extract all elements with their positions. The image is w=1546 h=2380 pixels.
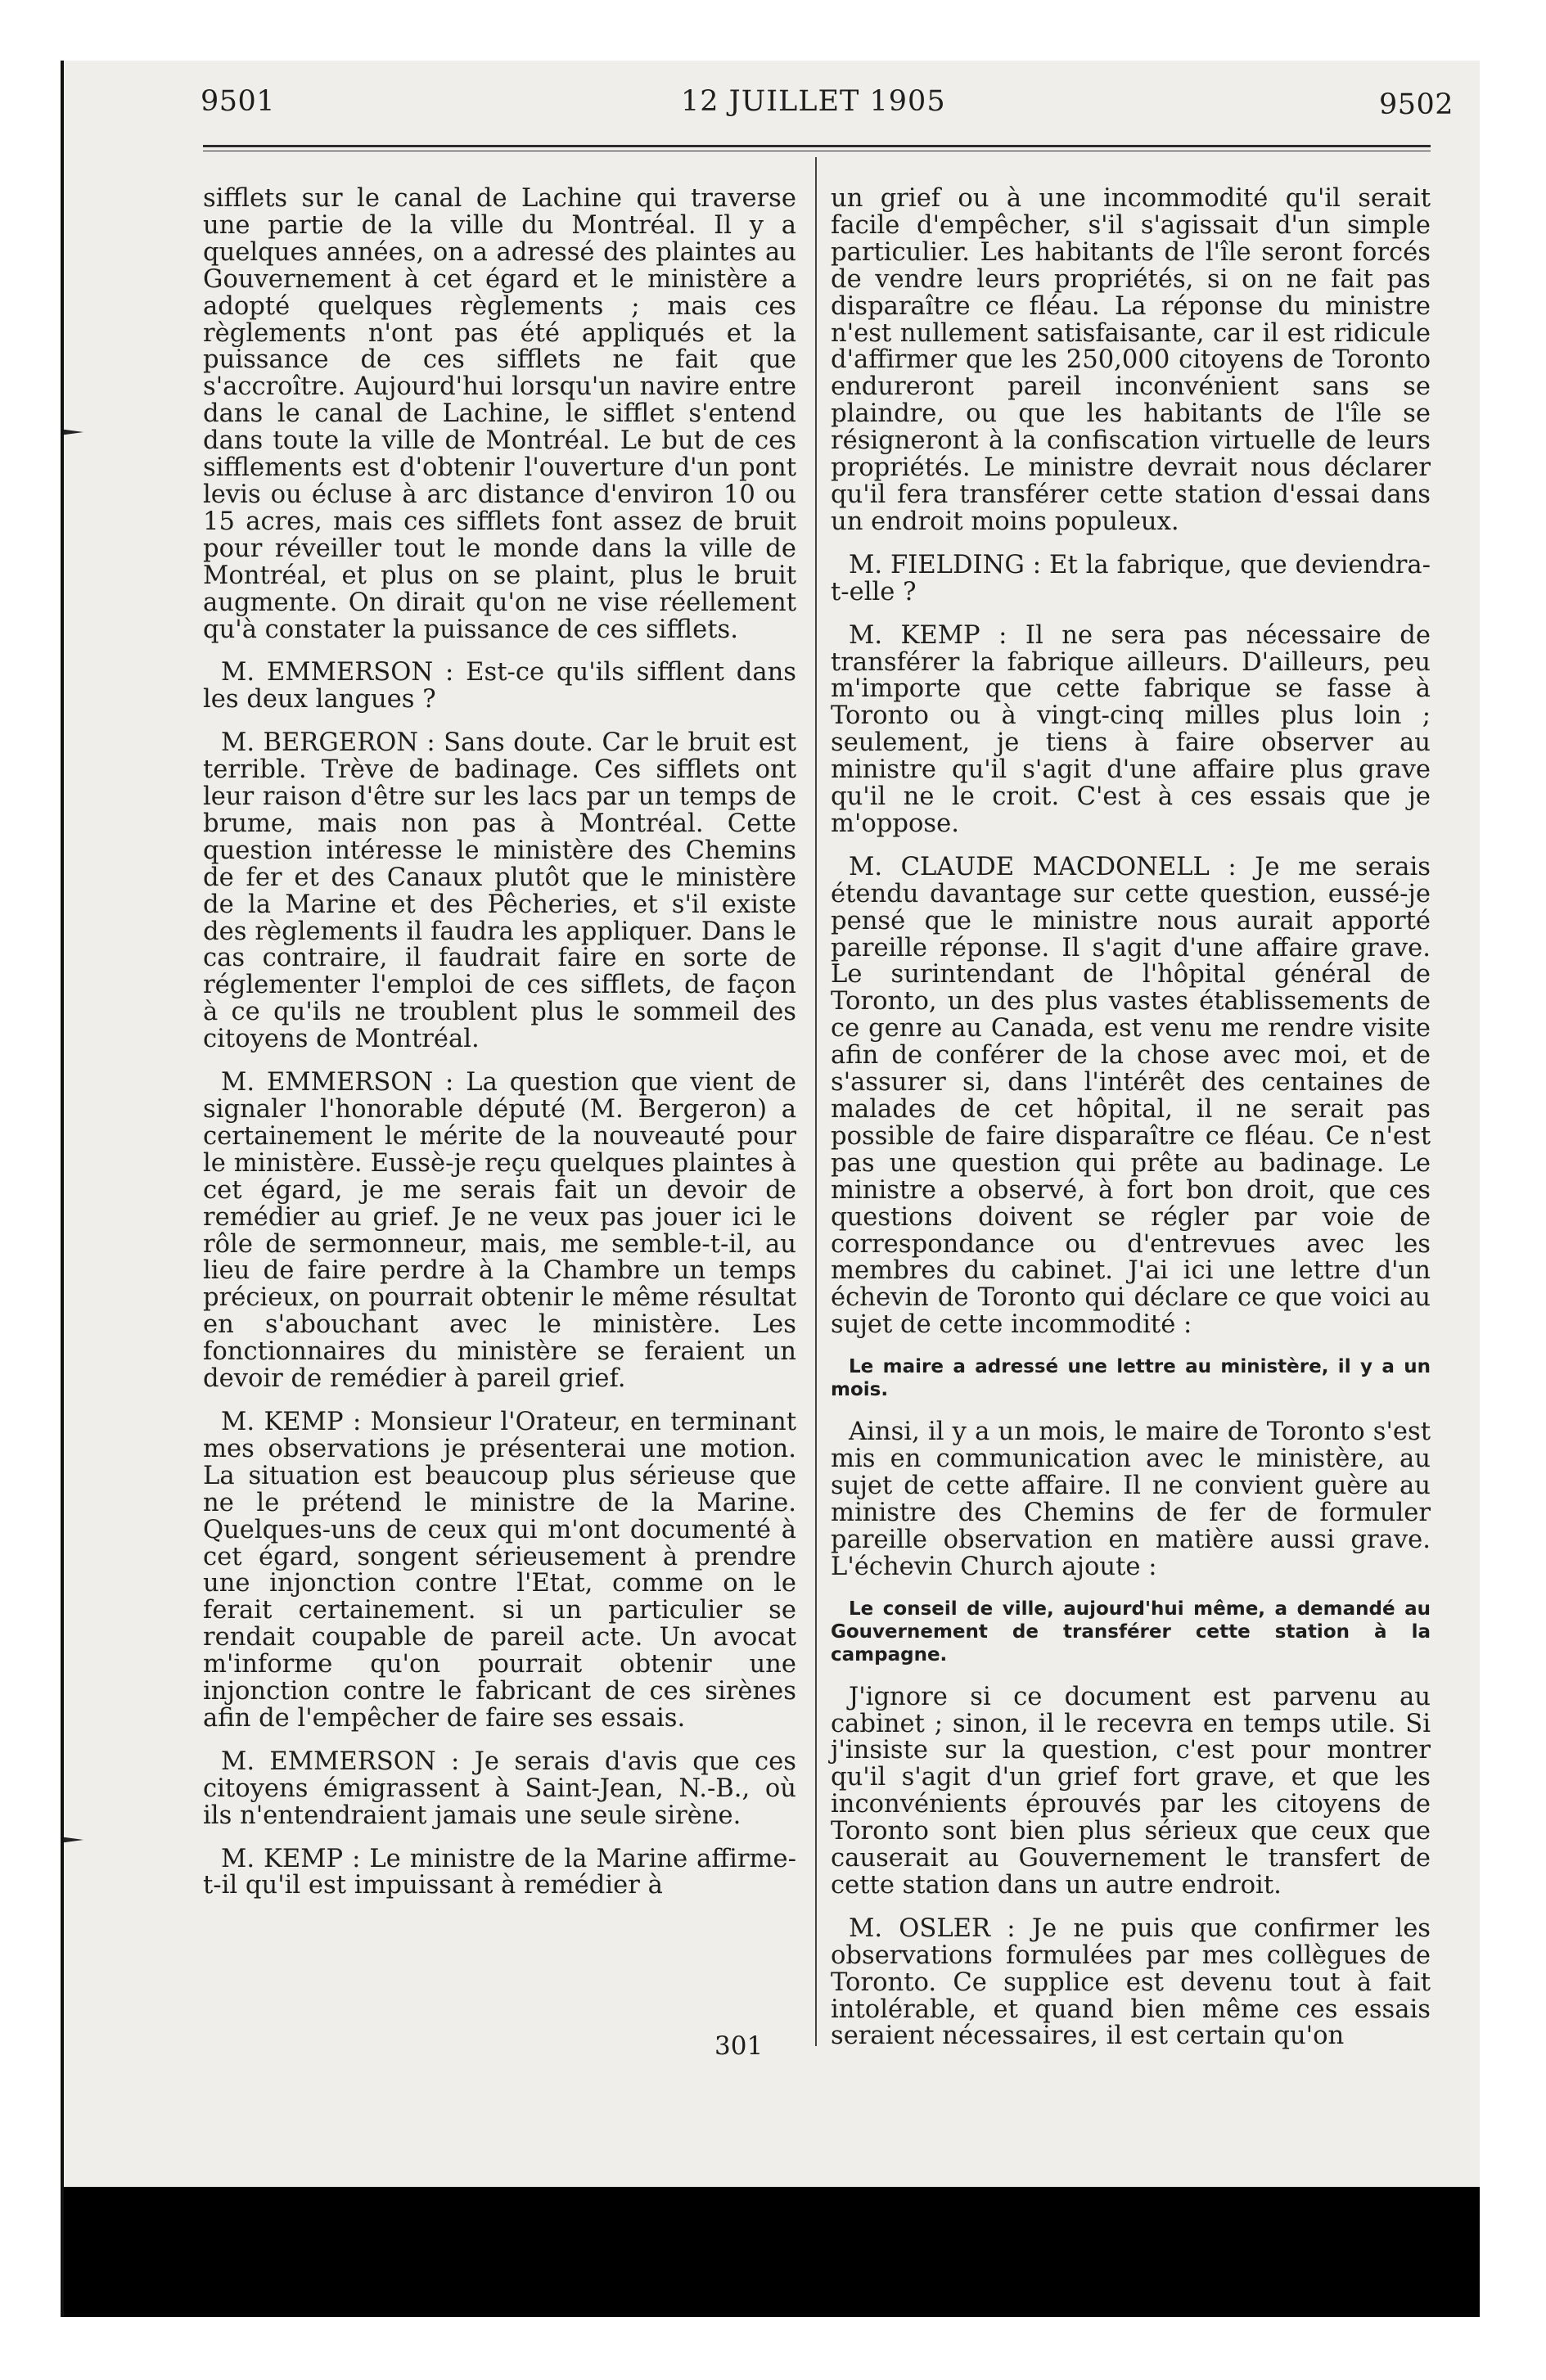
scan-bottom-edge <box>64 2187 1480 2317</box>
right-paragraph: M. FIELDING : Et la fabrique, que deviendra-t-elle ? <box>831 550 1431 606</box>
header-rule-top <box>203 145 1431 147</box>
right-paragraph: M. OSLER : Je ne puis que confirmer les observations formulées par mes collègues de Toronto. Ce supplice est devenu tout à fait intolérable, et quand bien même ces essais seraient nécessaires, il est certain qu'on <box>831 1913 1431 2051</box>
margin-tick-mark <box>61 1837 83 1843</box>
page-number-left: 9501 <box>201 85 276 118</box>
quoted-letter: Le conseil de ville, aujourd'hui même, a demandé au Gouvernement de transférer cette station à la campagne. <box>831 1598 1431 1666</box>
left-paragraph: M. EMMERSON : Je serais d'avis que ces citoyens émigrassent à Saint-Jean, N.-B., où ils n'entendraient jamais une seule sirène. <box>203 1747 796 1830</box>
right-paragraph: J'ignore si ce document est parvenu au cabinet ; sinon, il le recevra en temps utile. Si j'insiste sur la question, c'est pour montrer qu'il s'agit d'un grief fort grave, et que les inconvénients éprouvés par les citoyens de Toronto sont bien plus sérieux que ceux que causerait au Gouvernement le transfert de cette station dans un autre endroit. <box>831 1682 1431 1900</box>
page-number-right: 9502 <box>1379 88 1454 121</box>
page-header <box>64 61 1480 159</box>
quoted-letter: Le maire a adressé une lettre au ministère, il y a un mois. <box>831 1356 1431 1401</box>
left-paragraph: sifflets sur le canal de Lachine qui traverse une partie de la ville du Montréal. Il y a quelques années, on a adressé des plaintes au Gouvernement à cet égard et le ministère a adopté quelques règlements ; mais ces règlements n'ont pas été appliqués et la puissance de ces sifflets ne fait que s'accroître. Aujourd'hui lorsqu'un navire entre dans le canal de Lachine, le sifflet s'entend dans toute la ville de Montréal. Le but de ces sifflements est d'obtenir l'ouverture d'un pont levis ou écluse à arc distance d'environ 10 ou 15 acres, mais ces sifflets font assez de bruit pour réveiller tout le monde dans la ville de Montréal, et plus on se plaint, plus le bruit augmente. On dirait qu'on ne vise réellement qu'à constater la puissance de ces sifflets. <box>203 184 796 644</box>
page-date: 12 JUILLET 1905 <box>681 85 946 118</box>
left-column <box>203 186 796 1916</box>
right-column <box>831 186 1431 2067</box>
margin-tick-mark <box>61 429 83 435</box>
right-paragraph: M. CLAUDE MACDONELL : Je me serais étendu davantage sur cette question, eussé-je pensé que le ministre nous aurait apporté pareille réponse. Il s'agit d'une affaire grave. Le surintendant de l'hôpital général de Toronto, un des plus vastes établissements de ce genre au Canada, est venu me rendre visite afin de conférer de la chose avec moi, et de s'assurer si, dans l'intérêt des centaines de malades de cet hôpital, il ne serait pas possible de faire disparaître ce fléau. Ce n'est pas une question qui prête au badinage. Le ministre a observé, à fort bon droit, que ces questions doivent se régler par voie de correspondance ou d'entrevues avec les membres du cabinet. J'ai ici une lettre d'un échevin de Toronto qui déclare ce que voici au sujet de cette incommodité : <box>831 852 1431 1340</box>
left-paragraph: M. KEMP : Monsieur l'Orateur, en terminant mes observations je présenterai une motion. La situation est beaucoup plus sérieuse que ne le prétend le ministre de la Marine. Quelques-uns de ceux qui m'ont documenté à cet égard, songent sérieusement à prendre une injonction contre l'Etat, comme on le ferait certainement. si un particulier se rendait coupable de pareil acte. Un avocat m'informe qu'on pourrait obtenir une injonction contre le fabricant de ces sirènes afin de l'empêcher de faire ses essais. <box>203 1407 796 1733</box>
right-paragraph: M. KEMP : Il ne sera pas nécessaire de transférer la fabrique ailleurs. D'ailleurs, peu m'importe que cette fabrique se fasse à Toronto ou à vingt-cinq milles plus loin ; seulement, je tiens à faire observer au ministre qu'il s'agit d'une affaire plus grave qu'il ne le croit. C'est à ces essais que je m'oppose. <box>831 620 1431 838</box>
right-paragraph: un grief ou à une incommodité qu'il serait facile d'empêcher, s'il s'agissait d'un simple particulier. Les habitants de l'île seront forcés de vendre leurs propriétés, si on ne fait pas disparaître ce fléau. La réponse du ministre n'est nullement satisfaisante, car il est ridicule d'affirmer que les 250,000 citoyens de Toronto endureront pareil inconvénient sans se plaindre, ou que les habitants de l'île se résigneront à la confiscation virtuelle de leurs propriétés. Le ministre devrait nous déclarer qu'il fera transférer cette station d'essai dans un endroit moins populeux. <box>831 184 1431 536</box>
left-paragraph: M. EMMERSON : La question que vient de signaler l'honorable député (M. Bergeron) a certainement le mérite de la nouveauté pour le ministère. Eussè-je reçu quelques plaintes à cet égard, je me serais fait un devoir de remédier au grief. Je ne veux pas jouer ici le rôle de sermonneur, mais, me semble-t-il, au lieu de faire perdre à la Chambre un temps précieux, on pourrait obtenir le même résultat en s'abouchant avec le ministère. Les fonctionnaires du ministère se feraient un devoir de remédier à pareil grief. <box>203 1068 796 1394</box>
left-paragraph: M. KEMP : Le ministre de la Marine affirme-t-il qu'il est impuissant à remédier à <box>203 1844 796 1900</box>
column-divider <box>815 157 817 2046</box>
scanned-page <box>61 61 1480 2317</box>
right-paragraph: Ainsi, il y a un mois, le maire de Toronto s'est mis en communication avec le ministère, au sujet de cette affaire. Il ne convient guère au ministre des Chemins de fer de formuler pareille observation en matière aussi grave. L'échevin Church ajoute : <box>831 1418 1431 1581</box>
left-paragraph: M. EMMERSON : Est-ce qu'ils sifflent dans les deux langues ? <box>203 658 796 714</box>
folio-number: 301 <box>714 2031 764 2061</box>
left-paragraph: M. BERGERON : Sans doute. Car le bruit est terrible. Trève de badinage. Ces sifflets ont leur raison d'être sur les lacs par un temps de brume, mais non pas à Montréal. Cette question intéresse le ministère des Chemins de fer et des Canaux plutôt que le ministère de la Marine et des Pêcheries, et s'il existe des règlements il faudra les appliquer. Dans le cas contraire, il faudrait faire en sorte de réglementer l'emploi de ces sifflets, de façon à ce qu'ils ne troublent plus le sommeil des citoyens de Montréal. <box>203 728 796 1054</box>
